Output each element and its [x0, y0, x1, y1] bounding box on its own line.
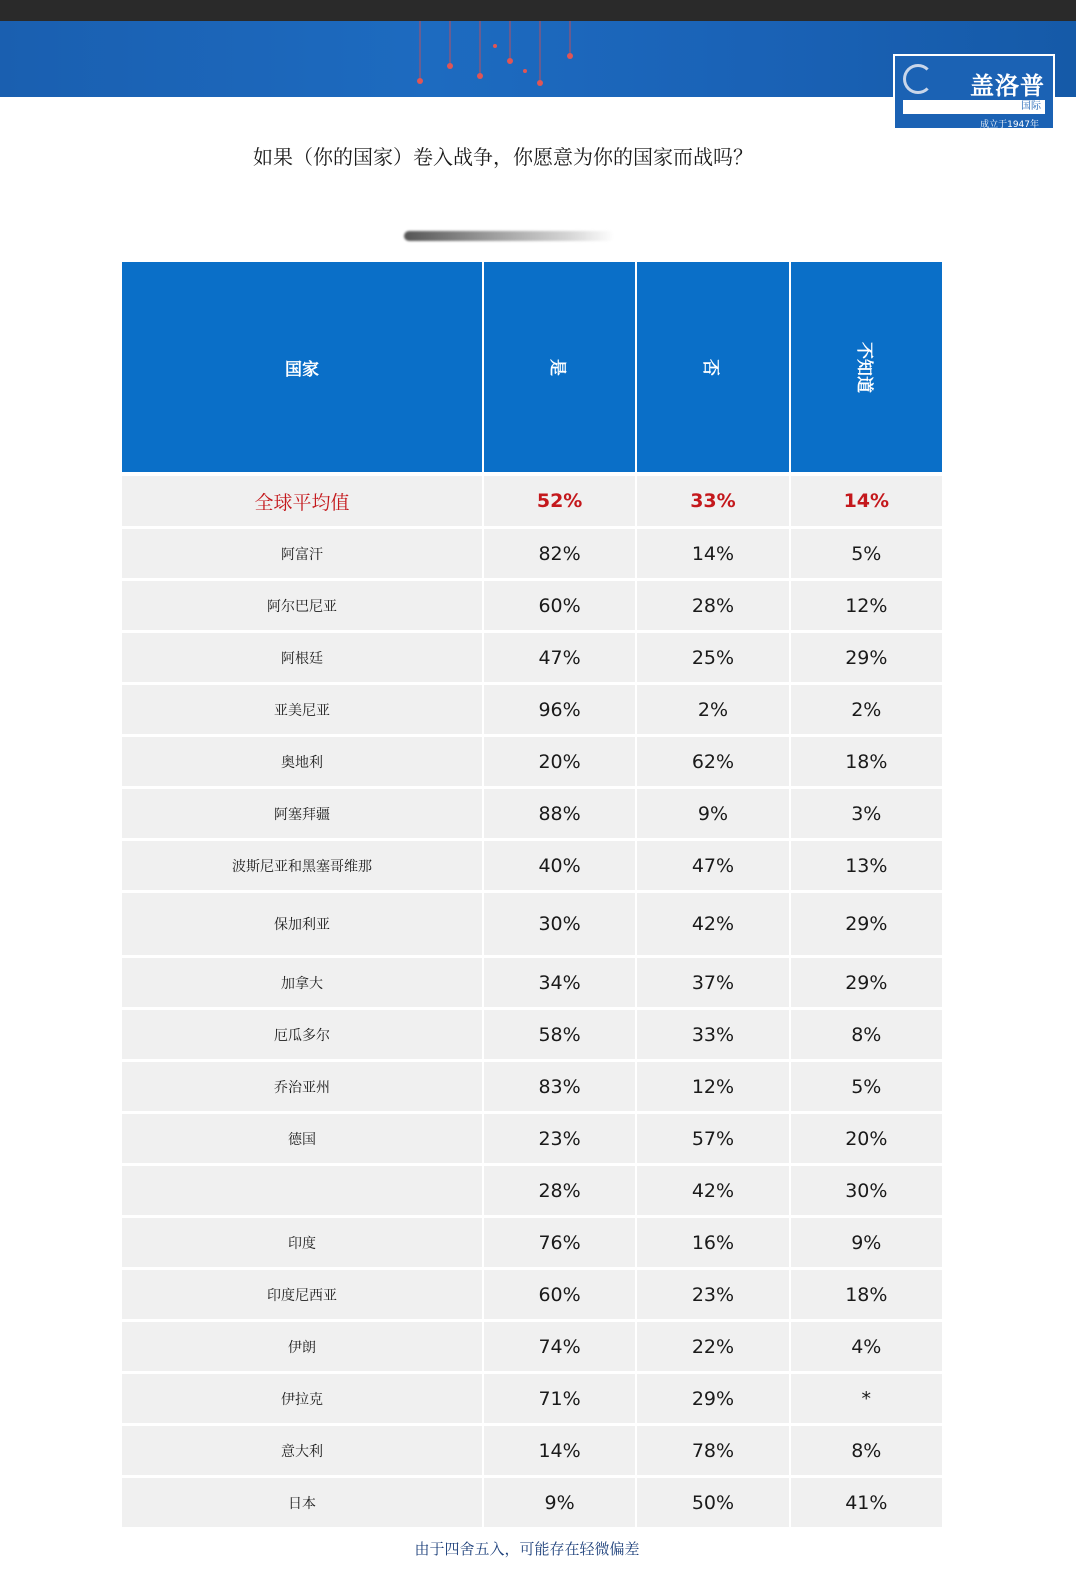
yes-cell: 14% [484, 1426, 635, 1478]
table-row [122, 1426, 942, 1478]
country-cell: 厄瓜多尔 [122, 1010, 482, 1062]
dk-cell: 12% [791, 581, 942, 633]
yes-cell: 47% [484, 633, 635, 685]
no-cell: 23% [637, 1270, 788, 1322]
no-cell: 57% [637, 1114, 788, 1166]
yes-cell: 76% [484, 1218, 635, 1270]
dk-cell: 4% [791, 1322, 942, 1374]
table-row [122, 1478, 942, 1530]
logo-name: 盖洛普 [970, 72, 1045, 100]
yes-cell: 30% [484, 893, 635, 958]
no-cell: 12% [637, 1062, 788, 1114]
dk-cell: 13% [791, 841, 942, 893]
table-row [122, 789, 942, 841]
yes-cell: 74% [484, 1322, 635, 1374]
logo-mark-icon [903, 64, 933, 94]
country-cell: 保加利亚 [122, 893, 482, 958]
table-row [122, 1010, 942, 1062]
table-row [122, 958, 942, 1010]
dk-cell: 2% [791, 685, 942, 737]
table-row [122, 1374, 942, 1426]
country-cell: 伊朗 [122, 1322, 482, 1374]
yes-cell: 96% [484, 685, 635, 737]
yes-cell: 20% [484, 737, 635, 789]
dk-cell: 29% [791, 958, 942, 1010]
dk-cell: 20% [791, 1114, 942, 1166]
no-cell: 50% [637, 1478, 788, 1530]
no-cell: 62% [637, 737, 788, 789]
country-cell: 奥地利 [122, 737, 482, 789]
gallup-logo [893, 54, 1055, 130]
logo-subtitle: 国际 [1021, 101, 1041, 112]
country-cell: 印度尼西亚 [122, 1270, 482, 1322]
yes-cell: 71% [484, 1374, 635, 1426]
table-row [122, 529, 942, 581]
yes-cell: 60% [484, 1270, 635, 1322]
no-cell: 33% [637, 476, 788, 529]
table-row [122, 1114, 942, 1166]
dk-cell: 5% [791, 1062, 942, 1114]
country-cell: 阿富汗 [122, 529, 482, 581]
no-cell: 2% [637, 685, 788, 737]
header-country: 国家 [122, 262, 482, 476]
table-row [122, 1322, 942, 1374]
yes-cell: 9% [484, 1478, 635, 1530]
country-cell: 加拿大 [122, 958, 482, 1010]
table-row [122, 737, 942, 789]
country-cell: 全球平均值 [122, 476, 482, 529]
yes-cell: 34% [484, 958, 635, 1010]
survey-question: 如果（你的国家）卷入战争，你愿意为你的国家而战吗？ [253, 145, 753, 169]
country-cell: 乔治亚州 [122, 1062, 482, 1114]
results-table [120, 262, 944, 1530]
yes-cell: 88% [484, 789, 635, 841]
yes-cell: 52% [484, 476, 635, 529]
country-cell: 亚美尼亚 [122, 685, 482, 737]
dk-cell: 41% [791, 1478, 942, 1530]
no-cell: 42% [637, 1166, 788, 1218]
header-yes: 是 [484, 262, 635, 476]
dk-cell: 30% [791, 1166, 942, 1218]
country-cell: 日本 [122, 1478, 482, 1530]
dk-cell: 9% [791, 1218, 942, 1270]
header-no: 否 [637, 262, 788, 476]
table-row [122, 1062, 942, 1114]
rounding-footnote: 由于四舍五入，可能存在轻微偏差 [414, 1540, 640, 1558]
global-average-row [122, 476, 942, 529]
no-cell: 28% [637, 581, 788, 633]
yes-cell: 28% [484, 1166, 635, 1218]
dk-cell: 29% [791, 633, 942, 685]
blurred-subtitle [404, 231, 614, 241]
dk-cell: 8% [791, 1426, 942, 1478]
yes-cell: 40% [484, 841, 635, 893]
no-cell: 42% [637, 893, 788, 958]
table-header-row [122, 262, 942, 476]
country-cell: 意大利 [122, 1426, 482, 1478]
country-cell: 德国 [122, 1114, 482, 1166]
dk-cell: 18% [791, 737, 942, 789]
table-row [122, 581, 942, 633]
table-row [122, 841, 942, 893]
top-bar [0, 0, 1076, 21]
no-cell: 14% [637, 529, 788, 581]
country-cell: 阿塞拜疆 [122, 789, 482, 841]
yes-cell: 58% [484, 1010, 635, 1062]
yes-cell: 83% [484, 1062, 635, 1114]
header-dont-know: 不知道 [791, 262, 942, 476]
dk-cell: 5% [791, 529, 942, 581]
dk-cell: 3% [791, 789, 942, 841]
no-cell: 47% [637, 841, 788, 893]
country-cell: 阿尔巴尼亚 [122, 581, 482, 633]
yes-cell: 82% [484, 529, 635, 581]
no-cell: 9% [637, 789, 788, 841]
country-cell: 印度 [122, 1218, 482, 1270]
no-cell: 78% [637, 1426, 788, 1478]
no-cell: 29% [637, 1374, 788, 1426]
dk-cell: * [791, 1374, 942, 1426]
dk-cell: 29% [791, 893, 942, 958]
yes-cell: 60% [484, 581, 635, 633]
dk-cell: 18% [791, 1270, 942, 1322]
dk-cell: 8% [791, 1010, 942, 1062]
country-cell [122, 1166, 482, 1218]
country-cell: 阿根廷 [122, 633, 482, 685]
table-row [122, 1166, 942, 1218]
country-cell: 波斯尼亚和黑塞哥维那 [122, 841, 482, 893]
network-graphic [380, 21, 640, 97]
logo-established: 成立于1947年 [980, 120, 1039, 130]
dk-cell: 14% [791, 476, 942, 529]
no-cell: 33% [637, 1010, 788, 1062]
no-cell: 16% [637, 1218, 788, 1270]
table-row [122, 633, 942, 685]
table-row [122, 1218, 942, 1270]
no-cell: 25% [637, 633, 788, 685]
yes-cell: 23% [484, 1114, 635, 1166]
country-cell: 伊拉克 [122, 1374, 482, 1426]
no-cell: 37% [637, 958, 788, 1010]
table-row [122, 893, 942, 958]
table-row [122, 685, 942, 737]
table-row [122, 1270, 942, 1322]
no-cell: 22% [637, 1322, 788, 1374]
